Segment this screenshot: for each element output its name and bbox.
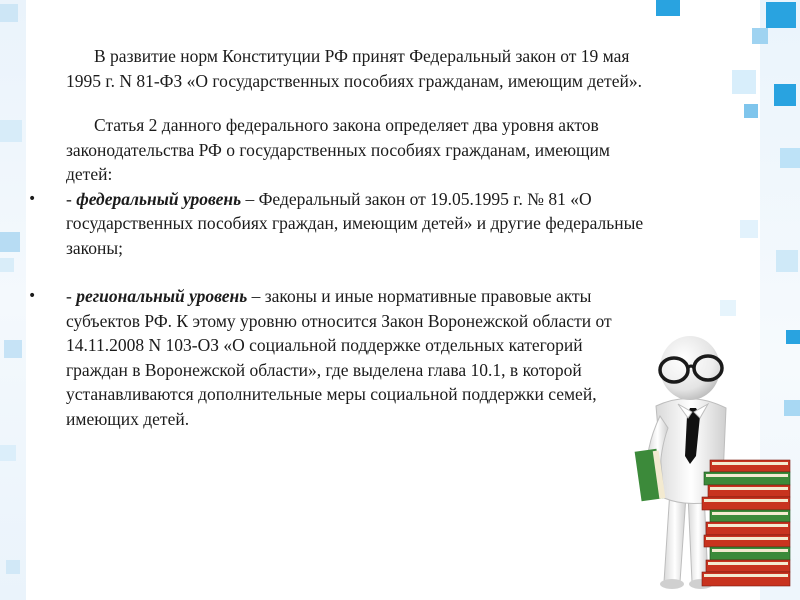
item-prefix: -: [66, 286, 77, 306]
article-paragraph: Статья 2 данного федерального закона определяет два уровня актов законодательства РФ о государственных пособиях гражданам, имеющим детей:: [66, 115, 610, 184]
left-decor-squares: [0, 0, 30, 600]
figure-with-books-icon: [630, 320, 800, 600]
federal-level-text: – Федеральный закон от 19.05.1995 г. № 81 «О государственных пособиях граждан, имеющим детей» и другие федеральные законы;: [66, 188, 644, 258]
item-prefix: -: [66, 188, 77, 209]
bullet-icon: •: [28, 288, 37, 304]
book-stack: [702, 460, 790, 586]
bullet-icon: •: [28, 190, 37, 207]
federal-level-term: федеральный уровень: [76, 188, 242, 209]
main-text-block: [28, 44, 648, 431]
list-item-federal: [28, 187, 648, 261]
list-item-regional: [28, 284, 648, 431]
regional-level-term: региональный уровень: [76, 286, 248, 306]
regional-level-text: – законы и иные нормативные правовые акты субъектов РФ. К этому уровню относится Закон Воронежской области от 14.11.2008 N 103-ОЗ «О социальной поддержке отдельных категорий граждан в Воронежской области», где выделена глава 10.1, в которой устанавливаются дополнительные меры социальной поддержки семей, имеющих детей.: [66, 286, 612, 429]
levels-list: [28, 187, 648, 432]
intro-paragraph: В развитие норм Конституции РФ принят Федеральный закон от 19 мая 1995 г. N 81-ФЗ «О государственных пособиях гражданам, имеющим детей».: [66, 46, 642, 91]
